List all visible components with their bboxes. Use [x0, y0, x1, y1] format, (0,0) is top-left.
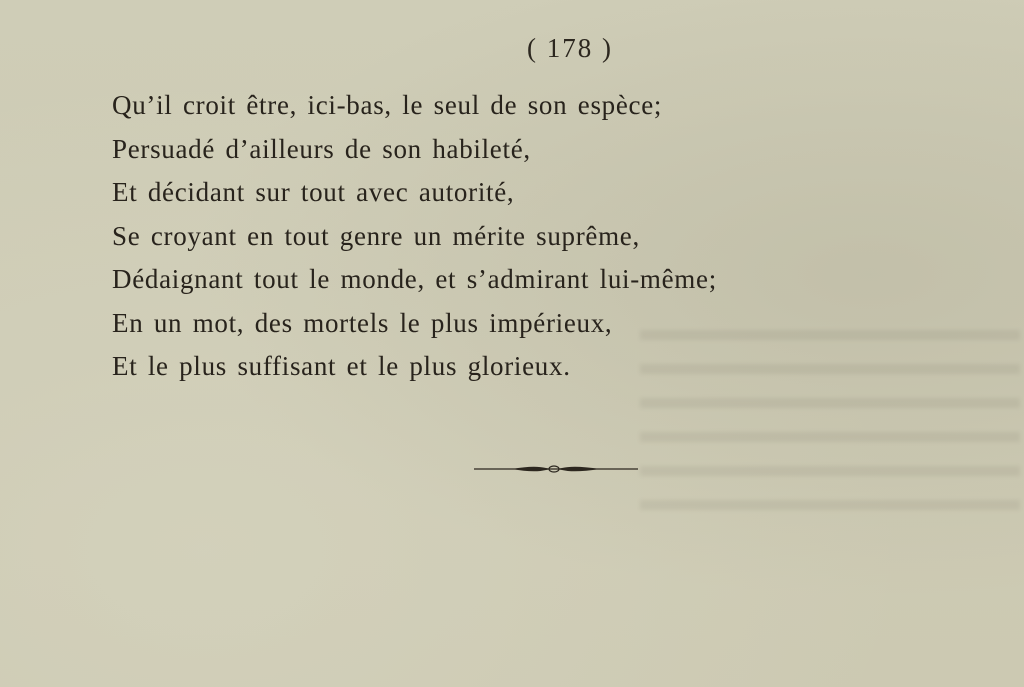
verse-line-3: Et décidant sur tout avec autorité,: [112, 177, 515, 207]
verse-line-2: Persuadé d’ailleurs de son habileté,: [112, 133, 531, 164]
verse-line-6: En un mot, des mortels le plus impérieux,: [112, 307, 613, 338]
verse-line-4: Se croyant en tout genre un mérite suprême,: [112, 220, 640, 251]
verse-block: [112, 84, 717, 389]
verse-line-1: Qu’il croit être, ici-bas, le seul de son espèce;: [112, 90, 663, 120]
page-number: ( 178 ): [527, 33, 613, 63]
verse-line-5: Dédaignant tout le monde, et s’admirant lui-même;: [112, 264, 717, 294]
ornament-divider-icon: [474, 462, 638, 476]
verse-line-7: Et le plus suffisant et le plus glorieux.: [112, 351, 571, 381]
